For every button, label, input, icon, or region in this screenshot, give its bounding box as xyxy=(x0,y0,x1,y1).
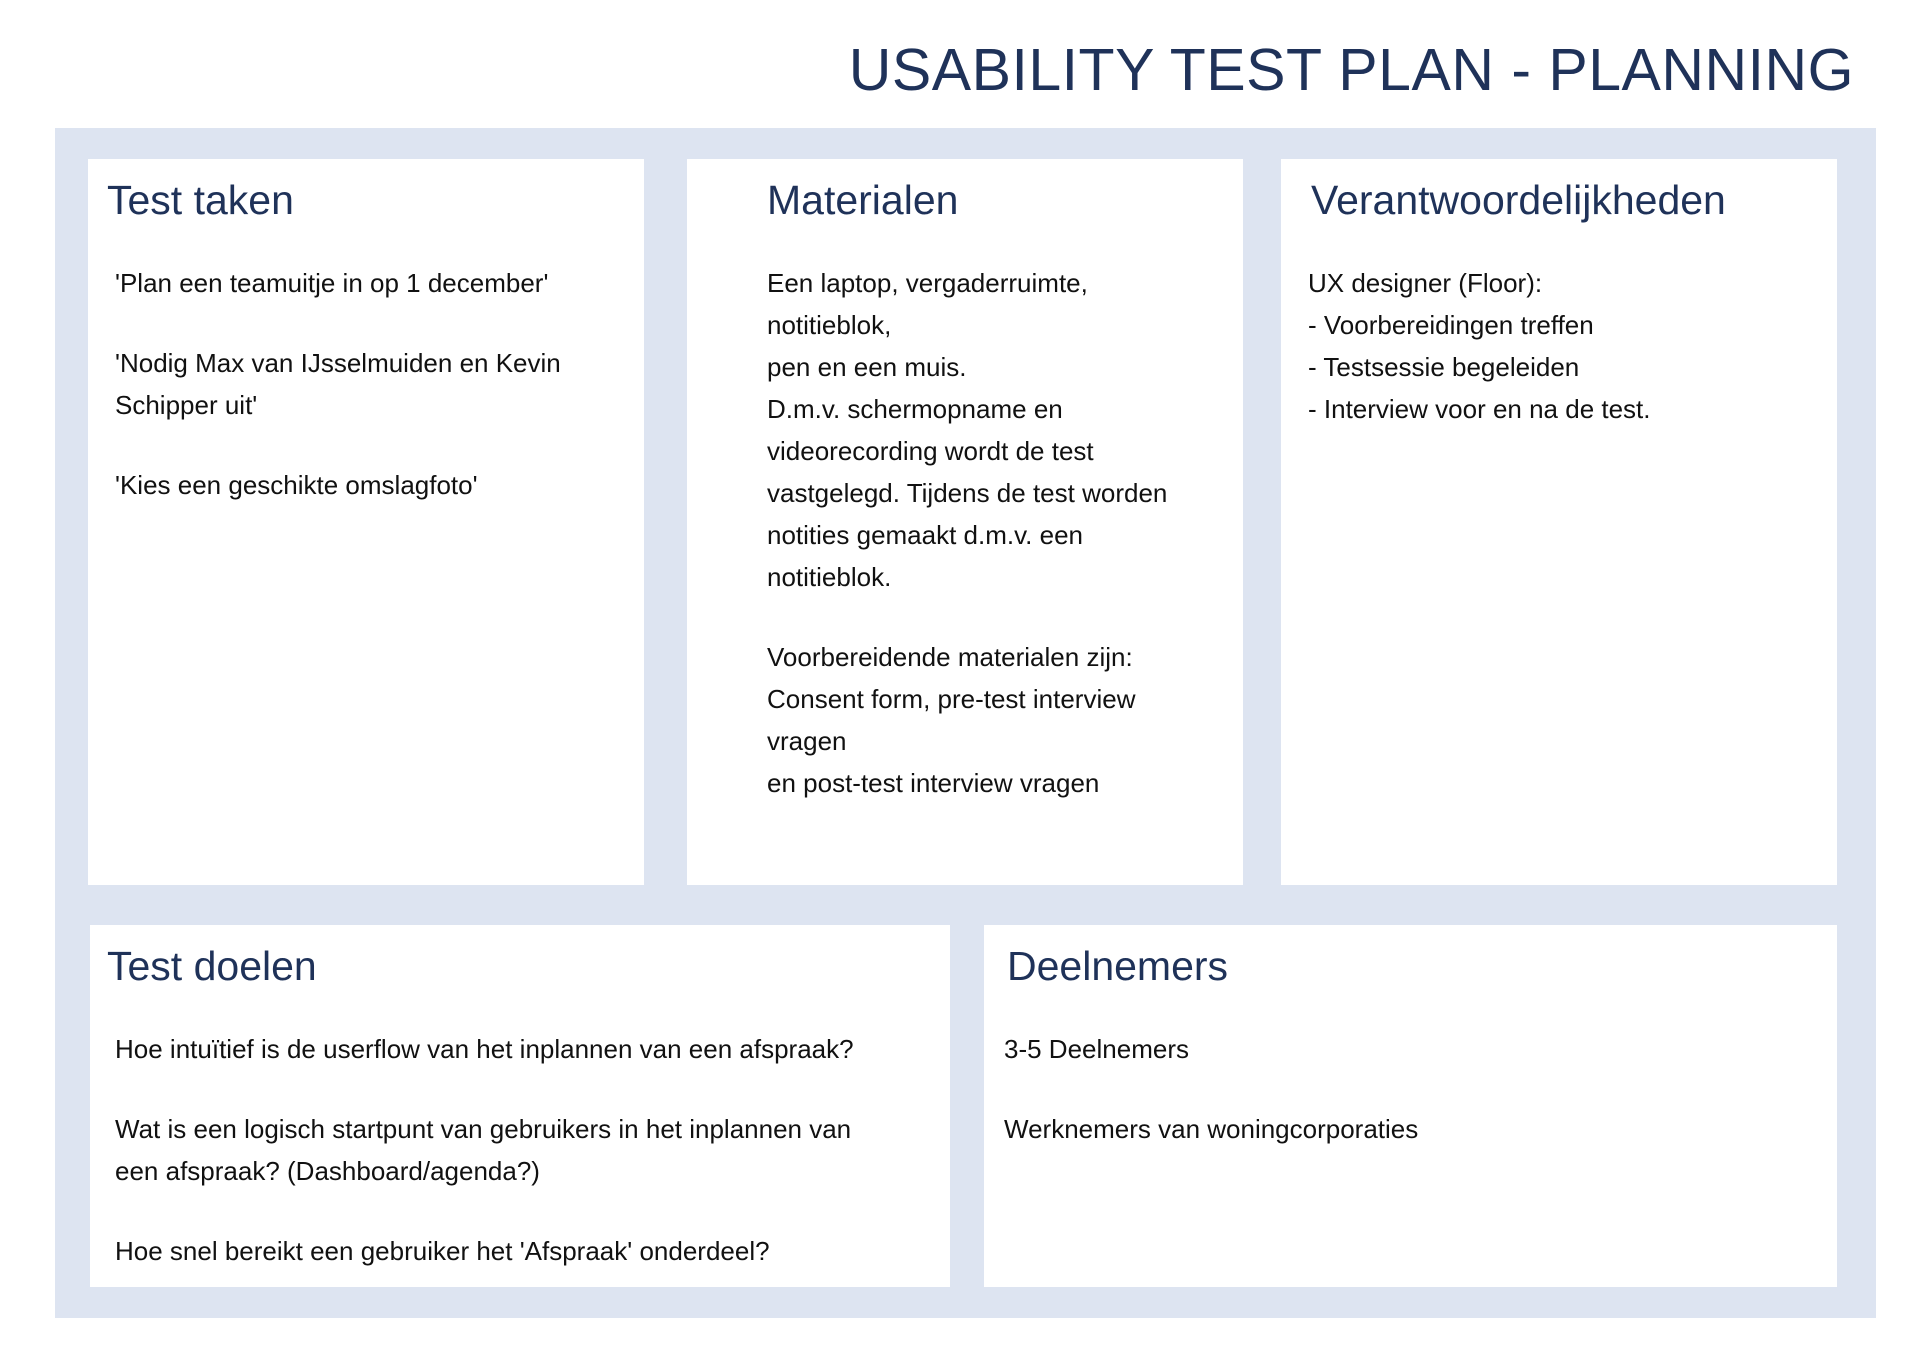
materialen-paragraph-2: Voorbereidende materialen zijn: Consent form, pre-test interview vragen en post-test interview vragen xyxy=(767,642,1136,798)
card-test-doelen xyxy=(90,925,950,1287)
deelnemers-count: 3-5 Deelnemers xyxy=(1004,1034,1189,1064)
card-materialen xyxy=(687,159,1243,885)
card-heading-materialen: Materialen xyxy=(767,177,959,223)
card-body-deelnemers xyxy=(1004,1028,1807,1150)
deelnemers-profile: Werknemers van woningcorporaties xyxy=(1004,1114,1419,1144)
card-heading-verantwoordelijkheden: Verantwoordelijkheden xyxy=(1311,177,1726,223)
test-task-1: 'Plan een teamuitje in op 1 december' xyxy=(115,268,549,298)
test-goal-2: Wat is een logisch startpunt van gebruikers in het inplannen van een afspraak? (Dashboard/agenda?) xyxy=(115,1114,852,1186)
card-body-test-doelen xyxy=(115,1028,920,1272)
test-goal-3: Hoe snel bereikt een gebruiker het 'Afspraak' onderdeel? xyxy=(115,1236,770,1266)
page-title: USABILITY TEST PLAN - PLANNING xyxy=(848,37,1854,103)
card-deelnemers xyxy=(984,925,1837,1287)
test-task-3: 'Kies een geschikte omslagfoto' xyxy=(115,470,478,500)
card-body-verantwoordelijkheden xyxy=(1308,262,1807,430)
test-goal-1: Hoe intuïtief is de userflow van het inplannen van een afspraak? xyxy=(115,1034,854,1064)
card-body-materialen xyxy=(767,262,1213,804)
planning-board xyxy=(55,128,1876,1318)
card-heading-test-doelen: Test doelen xyxy=(107,943,317,989)
materialen-paragraph-1: Een laptop, vergaderruimte, notitieblok, pen en een muis. D.m.v. schermopname en videorecording wordt de test vastgelegd. Tijdens de test worden notities gemaakt d.m.v. een notitieblok. xyxy=(767,268,1168,592)
card-test-taken xyxy=(88,159,644,885)
verantwoordelijkheden-paragraph-1: UX designer (Floor): - Voorbereidingen treffen - Testsessie begeleiden - Interview voor en na de test. xyxy=(1308,268,1651,424)
card-body-test-taken xyxy=(115,262,614,506)
test-task-2: 'Nodig Max van IJsselmuiden en Kevin Schipper uit' xyxy=(115,348,561,420)
card-heading-deelnemers: Deelnemers xyxy=(1007,943,1229,989)
card-heading-test-taken: Test taken xyxy=(107,177,294,223)
card-verantwoordelijkheden xyxy=(1281,159,1837,885)
